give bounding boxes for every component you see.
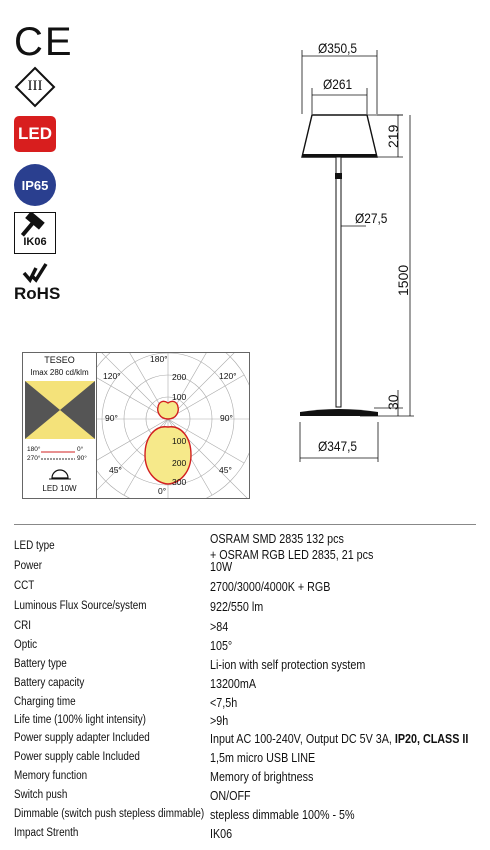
angle-top: 180° xyxy=(150,354,168,364)
spec-label: Power supply adapter Included xyxy=(14,732,150,744)
legend-270: 270° xyxy=(27,455,41,462)
spec-value: >84 xyxy=(210,620,229,634)
photometric-model: TESEO xyxy=(44,355,75,365)
led-badge-label: LED xyxy=(18,124,52,143)
ip65-badge-label: IP65 xyxy=(21,177,49,193)
class-iii-icon xyxy=(14,66,56,108)
dim-base-height: 30 xyxy=(385,394,401,410)
angle-90-right: 90° xyxy=(220,413,233,423)
led-badge-icon xyxy=(14,116,56,152)
spec-value-bold: IP20, CLASS II xyxy=(394,732,469,746)
photometric-diagram xyxy=(22,352,250,499)
spec-label: Power xyxy=(14,560,43,572)
spec-value-regular: Input AC 100-240V, Output DC 5V 3A, xyxy=(210,732,395,746)
spec-label: Dimmable (switch push stepless dimmable) xyxy=(14,808,205,820)
dim-base-diameter: Ø347,5 xyxy=(318,438,358,454)
spec-value-line1: OSRAM SMD 2835 132 pcs xyxy=(210,532,344,546)
spec-label: Impact Strenth xyxy=(14,827,79,839)
ring-lower-300: 300 xyxy=(172,477,187,487)
spec-value: 13200mA xyxy=(210,677,257,691)
class-iii-label: III xyxy=(27,78,43,94)
spec-label: Memory function xyxy=(14,770,88,782)
rohs-label: RoHS xyxy=(14,284,61,303)
photometric-imax: Imax 280 cd/klm xyxy=(30,368,89,377)
spec-label: Battery type xyxy=(14,658,67,670)
spec-label: Optic xyxy=(14,639,38,651)
legend-180: 180° xyxy=(27,446,41,453)
dim-inner-diameter: Ø261 xyxy=(323,76,353,92)
spec-label: CRI xyxy=(14,620,32,632)
spec-value: 10W xyxy=(210,560,233,574)
beam-pattern-icon xyxy=(25,381,95,439)
angle-90-left: 90° xyxy=(105,413,118,423)
spec-label: Switch push xyxy=(14,789,68,801)
spec-top-rule xyxy=(14,524,476,525)
spec-value: 922/550 lm xyxy=(210,600,264,614)
spec-label: LED type xyxy=(14,540,55,552)
spec-label: Luminous Flux Source/system xyxy=(14,600,147,612)
lamp-symbol-icon xyxy=(49,467,71,481)
lamp-technical-drawing xyxy=(290,30,430,470)
spec-value: 1,5m micro USB LINE xyxy=(210,751,316,765)
ring-upper-100: 100 xyxy=(172,392,187,402)
ring-lower-200: 200 xyxy=(172,458,187,468)
spec-label: Life time (100% light intensity) xyxy=(14,714,146,726)
upper-lobe xyxy=(158,401,178,419)
spec-value: Li-ion with self protection system xyxy=(210,658,366,672)
angle-45-right: 45° xyxy=(219,465,232,475)
angle-120-right: 120° xyxy=(219,371,237,381)
spec-value xyxy=(210,732,468,746)
angle-bottom: 0° xyxy=(158,486,167,496)
ik-hammer-icon xyxy=(14,212,56,254)
spec-value: ON/OFF xyxy=(210,789,251,803)
spec-label: CCT xyxy=(14,580,35,592)
spec-value: IK06 xyxy=(210,827,233,841)
spec-value: <7,5h xyxy=(210,696,238,710)
light-source: LED 10W xyxy=(42,484,77,493)
ik-label: IK06 xyxy=(23,236,47,248)
angle-120-left: 120° xyxy=(103,371,121,381)
ring-lower-100: 100 xyxy=(172,436,187,446)
ring-upper-200: 200 xyxy=(172,372,187,382)
spec-value-line2: + OSRAM RGB LED 2835, 21 pcs xyxy=(210,548,374,562)
spec-value: stepless dimmable 100% - 5% xyxy=(210,808,355,822)
ip65-badge-icon xyxy=(14,164,56,206)
legend-lines xyxy=(41,448,75,462)
dim-top-diameter: Ø350,5 xyxy=(318,40,358,56)
legend-0: 0° xyxy=(77,446,84,453)
spec-value: 2700/3000/4000K + RGB xyxy=(210,580,331,594)
spec-value: >9h xyxy=(210,714,229,728)
rohs-icon xyxy=(22,262,48,284)
dim-pole-diameter: Ø27,5 xyxy=(355,210,388,226)
dim-total-height: 1500 xyxy=(395,264,411,296)
angle-45-left: 45° xyxy=(109,465,122,475)
dim-shade-height: 219 xyxy=(385,124,401,148)
ce-mark-icon: CE xyxy=(14,20,74,64)
spec-value: 105° xyxy=(210,639,233,653)
spec-label: Battery capacity xyxy=(14,677,85,689)
photometric-legend-panel xyxy=(23,353,97,498)
spec-label: Charging time xyxy=(14,696,76,708)
legend-90: 90° xyxy=(77,455,87,462)
spec-label: Power supply cable Included xyxy=(14,751,140,763)
spec-value: Memory of brightness xyxy=(210,770,314,784)
